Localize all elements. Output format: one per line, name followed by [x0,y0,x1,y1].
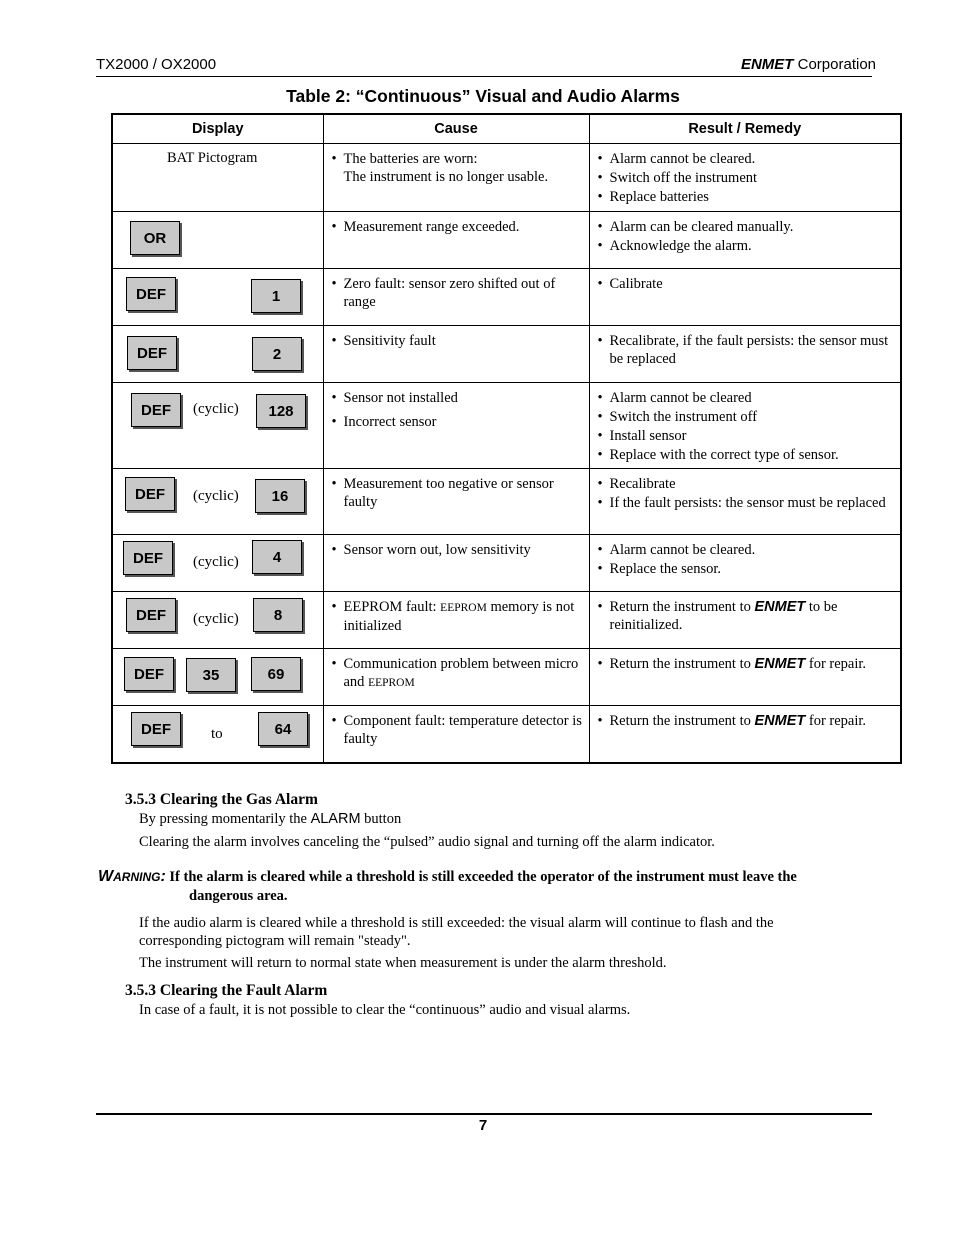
header-rule [96,76,872,77]
list-item: • Communication problem between micro and EEPROM [332,655,583,692]
company-name [741,56,876,73]
cause-cell [323,326,589,383]
display-cell [112,592,323,649]
remedy-cell [589,469,901,535]
paragraph: In case of a fault, it is not possible to clear the “continuous” audio and visual alarms. [139,1002,631,1018]
cause-cell [323,212,589,269]
table-header-row [112,114,901,144]
display-cell [112,535,323,592]
list-item: • Sensitivity fault [332,332,583,350]
section-heading: 3.5.3 Clearing the Fault Alarm [125,982,328,999]
list-item: • Alarm cannot be cleared. [598,541,895,559]
table-row [112,706,901,763]
list-item: • Recalibrate [598,475,895,493]
display-cell [112,383,323,469]
display-code-box: 8 [253,598,303,632]
brand-name: ENMET [740,56,794,73]
display-segment-box: DEF [131,393,181,427]
table-row [112,269,901,326]
cyclic-label: (cyclic) [193,611,239,627]
remedy-cell [589,212,901,269]
document-model: TX2000 / OX2000 [96,56,217,73]
cyclic-label: (cyclic) [193,401,239,417]
display-cell [112,649,323,706]
cause-cell [323,706,589,763]
table-row [112,535,901,592]
cyclic-label: (cyclic) [193,554,239,570]
display-segment-box: DEF [124,657,174,691]
list-item: • Alarm cannot be cleared. [598,150,895,168]
list-item: • EEPROM fault: EEPROM memory is not initialized [332,598,583,635]
column-header: Cause [323,114,589,144]
cause-cell [323,383,589,469]
brand-suffix: Corporation [793,56,876,73]
footer-rule [96,1113,872,1115]
display-cell [112,212,323,269]
remedy-cell [589,326,901,383]
cause-cell [323,592,589,649]
display-code-box: 16 [255,479,305,513]
warning-notice [98,867,878,906]
display-segment-box: DEF [123,541,173,575]
display-code-box: 4 [252,540,302,574]
display-code-box: 69 [251,657,301,691]
display-segment-box: DEF [126,277,176,311]
display-cell [112,706,323,763]
display-segment-box: DEF [131,712,181,746]
list-item: • Return the instrument to ENMET to be reinitialized. [598,598,895,634]
range-to-label: to [211,726,223,742]
list-item: • Zero fault: sensor zero shifted out of range [332,275,583,311]
cause-cell [323,144,589,212]
display-code-box: 2 [252,337,302,371]
brand-name: ENMET [754,713,806,729]
list-item: • Replace the sensor. [598,560,895,578]
warning-text: If the alarm is cleared while a threshold is still exceeded the operator of the instrument must leave the [165,869,797,885]
section-heading: 3.5.3 Clearing the Gas Alarm [125,791,318,808]
paragraph: Clearing the alarm involves canceling the “pulsed” audio signal and turning off the alarm indicator. [139,834,715,850]
display-segment-box: OR [130,221,180,255]
display-segment-box: DEF [125,477,175,511]
paragraph: If the audio alarm is cleared while a threshold is still exceeded: the visual alarm will continue to flash and the corresponding pictogram will remain "steady". [139,915,774,949]
list-item: • Measurement range exceeded. [332,218,583,236]
remedy-cell [589,535,901,592]
pictogram-label: BAT Pictogram [167,150,258,166]
display-cell [112,326,323,383]
table-row [112,649,901,706]
warning-text-cont: dangerous area. [189,888,288,904]
column-header: Display [112,114,323,144]
list-item: • Install sensor [598,427,895,445]
list-item: • Replace with the correct type of sensor. [598,446,895,464]
table-row [112,383,901,469]
list-item: • Alarm can be cleared manually. [598,218,895,236]
list-item: • Measurement too negative or sensor faulty [332,475,583,511]
column-header: Result / Remedy [589,114,901,144]
list-item: • Return the instrument to ENMET for repair. [598,712,895,730]
list-item: • Return the instrument to ENMET for repair. [598,655,895,673]
table-title: Table 2: “Continuous” Visual and Audio Alarms [286,86,680,106]
list-item: • Sensor worn out, low sensitivity [332,541,583,559]
cause-cell [323,649,589,706]
table-row [112,212,901,269]
display-code-box: 128 [256,394,306,428]
display-cell [112,269,323,326]
display-cell [112,469,323,535]
list-item: • The batteries are worn: The instrument is no longer usable. [332,150,583,186]
list-item: • Replace batteries [598,188,895,206]
display-segment-box: DEF [126,598,176,632]
display-code-box: 35 [186,658,236,692]
alarms-table [111,113,902,764]
list-item: • Switch the instrument off [598,408,895,426]
brand-name: ENMET [754,656,806,672]
list-item: • Acknowledge the alarm. [598,237,895,255]
table-row [112,592,901,649]
cause-cell [323,269,589,326]
cause-cell [323,535,589,592]
cyclic-label: (cyclic) [193,488,239,504]
remedy-cell [589,269,901,326]
warning-label: WARNING: [98,868,166,885]
list-item: • If the fault persists: the sensor must be replaced [598,494,895,512]
display-segment-box: DEF [127,336,177,370]
cause-cell [323,469,589,535]
list-item: • Incorrect sensor [332,413,583,431]
alarm-key-label: ALARM [310,811,361,827]
table-row [112,469,901,535]
list-item: • Calibrate [598,275,895,293]
remedy-cell [589,383,901,469]
remedy-cell [589,706,901,763]
brand-name: ENMET [754,599,806,615]
paragraph: By pressing momentarily the ALARM button [139,811,402,827]
display-code-box: 1 [251,279,301,313]
display-code-box: 64 [258,712,308,746]
list-item: • Switch off the instrument [598,169,895,187]
list-item: • Recalibrate, if the fault persists: the sensor must be replaced [598,332,895,368]
list-item: • Component fault: temperature detector is faulty [332,712,583,748]
list-item: • Alarm cannot be cleared [598,389,895,407]
remedy-cell [589,649,901,706]
remedy-cell [589,592,901,649]
table-row [112,326,901,383]
list-item: • Sensor not installed [332,389,583,407]
page-header [96,56,876,76]
paragraph: The instrument will return to normal state when measurement is under the alarm threshold. [139,955,667,971]
page-number: 7 [478,1117,488,1134]
remedy-cell [589,144,901,212]
table-row [112,144,901,212]
display-cell [112,144,323,212]
